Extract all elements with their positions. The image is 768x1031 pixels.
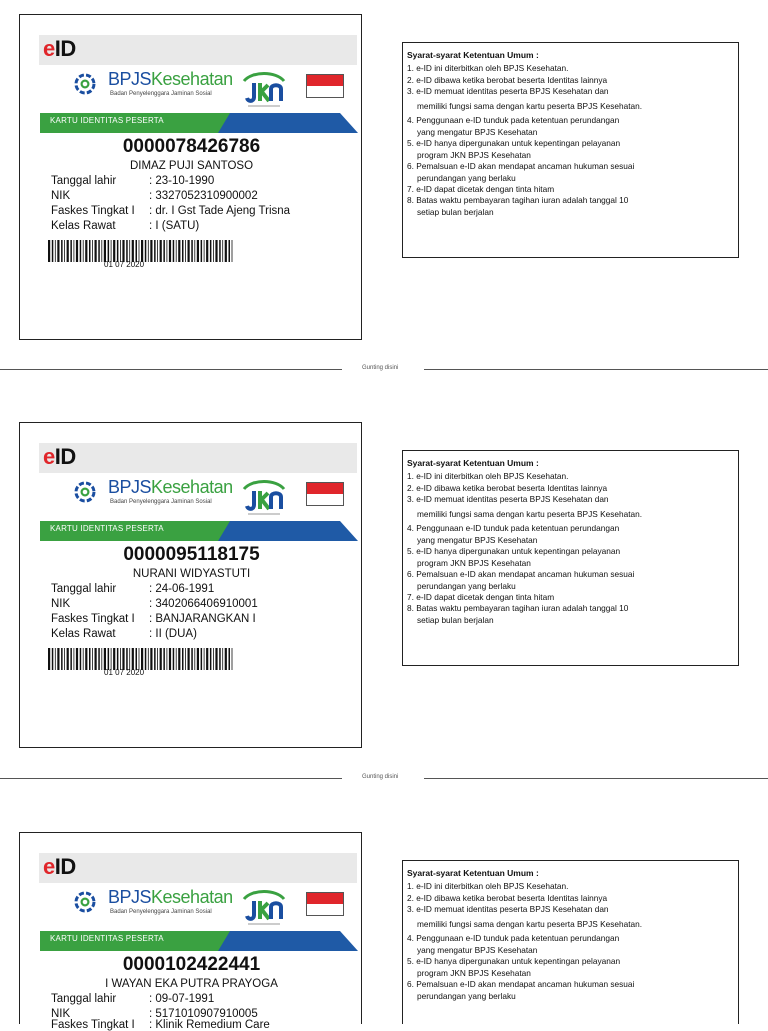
- terms-box: [402, 860, 739, 1024]
- eid-title: eID: [43, 36, 76, 61]
- terms-line: 5. e-ID hanya dipergunakan untuk kepentingan pelayanan: [407, 956, 621, 967]
- eid-card: [19, 14, 362, 340]
- bpjs-brand: BPJSKesehatan: [108, 477, 233, 497]
- field-nik: NIK : 5171010907910005: [51, 1008, 258, 1020]
- eid-header: [39, 35, 357, 65]
- terms-line: perundangan yang berlaku: [417, 580, 516, 591]
- barcode-date: 01 07 2020: [104, 668, 145, 677]
- terms-line: perundangan yang berlaku: [417, 990, 516, 1001]
- field-birth: Tanggal lahir : 09-07-1991: [51, 993, 215, 1005]
- terms-line: 7. e-ID dapat dicetak dengan tinta hitam: [407, 591, 555, 602]
- card-number: 0000078426786: [122, 136, 261, 157]
- terms-line: 6. Pemalsuan e-ID akan mendapat ancaman hukuman sesuai: [407, 161, 635, 172]
- cut-line: [0, 778, 342, 779]
- terms-line: 5. e-ID hanya dipergunakan untuk kepentingan pelayanan: [407, 138, 621, 149]
- terms-line: yang mengatur BPJS Kesehatan: [417, 944, 538, 955]
- bpjs-brand: BPJSKesehatan: [108, 69, 233, 89]
- terms-box: [402, 42, 739, 258]
- barcode-date: 01 07 2020: [104, 260, 145, 269]
- bpjs-emblem-icon: [74, 891, 96, 913]
- logo-row: [40, 885, 356, 931]
- bpjs-subtitle: Badan Penyelenggara Jaminan Sosial: [110, 499, 212, 505]
- card-number: 0000102422441: [122, 954, 261, 975]
- terms-line: 5. e-ID hanya dipergunakan untuk kepentingan pelayanan: [407, 546, 621, 557]
- logo-row: [40, 67, 356, 113]
- field-birth: Tanggal lahir : 23-10-1990: [51, 175, 215, 187]
- cut-label: Gunting disini: [362, 774, 399, 780]
- terms-line: 6. Pemalsuan e-ID akan mendapat ancaman hukuman sesuai: [407, 979, 635, 990]
- banner-text: KARTU IDENTITAS PESERTA: [50, 116, 164, 125]
- eid-card: [19, 832, 362, 1031]
- terms-line: 3. e-ID memuat identitas peserta BPJS Kesehatan dan: [407, 904, 609, 915]
- jkn-logo-icon: [240, 887, 288, 927]
- cut-line: [0, 369, 342, 370]
- field-kelas: Kelas Rawat : II (DUA): [51, 628, 197, 640]
- field-nik: NIK : 3327052310900002: [51, 190, 258, 202]
- barcode-icon: [48, 648, 234, 670]
- bpjs-subtitle: Badan Penyelenggara Jaminan Sosial: [110, 909, 212, 915]
- terms-line: memiliki fungsi sama dengan kartu peserta BPJS Kesehatan.: [417, 918, 643, 929]
- indonesia-flag-icon: [306, 74, 344, 98]
- terms-line: setiap bulan berjalan: [417, 614, 494, 625]
- terms-line: 1. e-ID ini diterbitkan oleh BPJS Kesehatan.: [407, 881, 569, 892]
- terms-line: 7. e-ID dapat dicetak dengan tinta hitam: [407, 183, 555, 194]
- terms-line: 2. e-ID dibawa ketika berobat beserta Identitas lainnya: [407, 892, 608, 903]
- jkn-logo-icon: [240, 69, 288, 109]
- cut-label: Gunting disini: [362, 365, 399, 371]
- terms-line: setiap bulan berjalan: [417, 206, 494, 217]
- terms-line: 4. Penggunaan e-ID tunduk pada ketentuan perundangan: [407, 933, 620, 944]
- terms-line: 8. Batas waktu pembayaran tagihan iuran adalah tanggal 10: [407, 195, 629, 206]
- terms-line: 1. e-ID ini diterbitkan oleh BPJS Kesehatan.: [407, 471, 569, 482]
- jkn-logo-icon: [240, 477, 288, 517]
- bpjs-brand: BPJSKesehatan: [108, 887, 233, 907]
- eid-card: [19, 422, 362, 748]
- terms-line: memiliki fungsi sama dengan kartu peserta BPJS Kesehatan.: [417, 100, 643, 111]
- terms-line: memiliki fungsi sama dengan kartu peserta BPJS Kesehatan.: [417, 508, 643, 519]
- card-number: 0000095118175: [123, 544, 260, 565]
- member-name: NURANI WIDYASTUTI: [132, 568, 251, 580]
- logo-row: [40, 475, 356, 521]
- terms-line: program JKN BPJS Kesehatan: [417, 557, 531, 568]
- terms-line: program JKN BPJS Kesehatan: [417, 967, 531, 978]
- member-name: DIMAZ PUJI SANTOSO: [129, 160, 254, 172]
- field-faskes: Faskes Tingkat I : dr. I Gst Tade Ajeng Trisna: [51, 205, 291, 217]
- terms-box: [402, 450, 739, 666]
- eid-header: [39, 853, 357, 883]
- terms-title: Syarat-syarat Ketentuan Umum :: [407, 50, 539, 60]
- eid-title: eID: [43, 444, 76, 469]
- eid-header: [39, 443, 357, 473]
- terms-line: 3. e-ID memuat identitas peserta BPJS Kesehatan dan: [407, 86, 609, 97]
- terms-title: Syarat-syarat Ketentuan Umum :: [407, 868, 539, 878]
- indonesia-flag-icon: [306, 892, 344, 916]
- indonesia-flag-icon: [306, 482, 344, 506]
- terms-title: Syarat-syarat Ketentuan Umum :: [407, 458, 539, 468]
- terms-line: yang mengatur BPJS Kesehatan: [417, 534, 538, 545]
- field-faskes: Faskes Tingkat I : BANJARANGKAN I: [51, 613, 256, 625]
- terms-line: 3. e-ID memuat identitas peserta BPJS Kesehatan dan: [407, 494, 609, 505]
- banner-text: KARTU IDENTITAS PESERTA: [50, 524, 164, 533]
- bpjs-emblem-icon: [74, 481, 96, 503]
- banner-text: KARTU IDENTITAS PESERTA: [50, 934, 164, 943]
- member-name: I WAYAN EKA PUTRA PRAYOGA: [105, 978, 278, 990]
- terms-line: perundangan yang berlaku: [417, 172, 516, 183]
- barcode-icon: [48, 240, 234, 262]
- terms-line: 4. Penggunaan e-ID tunduk pada ketentuan perundangan: [407, 115, 620, 126]
- terms-line: 1. e-ID ini diterbitkan oleh BPJS Kesehatan.: [407, 63, 569, 74]
- cut-line-row: [0, 773, 768, 783]
- field-faskes: Faskes Tingkat I : Klinik Remedium Care: [51, 1019, 270, 1031]
- terms-line: 8. Batas waktu pembayaran tagihan iuran adalah tanggal 10: [407, 603, 629, 614]
- field-birth: Tanggal lahir : 24-06-1991: [51, 583, 215, 595]
- terms-line: yang mengatur BPJS Kesehatan: [417, 126, 538, 137]
- eid-title: eID: [43, 854, 76, 879]
- field-kelas: Kelas Rawat : I (SATU): [51, 220, 200, 232]
- terms-line: 2. e-ID dibawa ketika berobat beserta Identitas lainnya: [407, 74, 608, 85]
- cut-line-row: [0, 364, 768, 374]
- terms-line: 4. Penggunaan e-ID tunduk pada ketentuan perundangan: [407, 523, 620, 534]
- bpjs-subtitle: Badan Penyelenggara Jaminan Sosial: [110, 91, 212, 97]
- cut-line: [424, 369, 768, 370]
- cut-line: [424, 778, 768, 779]
- terms-line: 2. e-ID dibawa ketika berobat beserta Identitas lainnya: [407, 482, 608, 493]
- field-nik: NIK : 3402066406910001: [51, 598, 258, 610]
- bpjs-emblem-icon: [74, 73, 96, 95]
- terms-line: program JKN BPJS Kesehatan: [417, 149, 531, 160]
- terms-line: 6. Pemalsuan e-ID akan mendapat ancaman hukuman sesuai: [407, 569, 635, 580]
